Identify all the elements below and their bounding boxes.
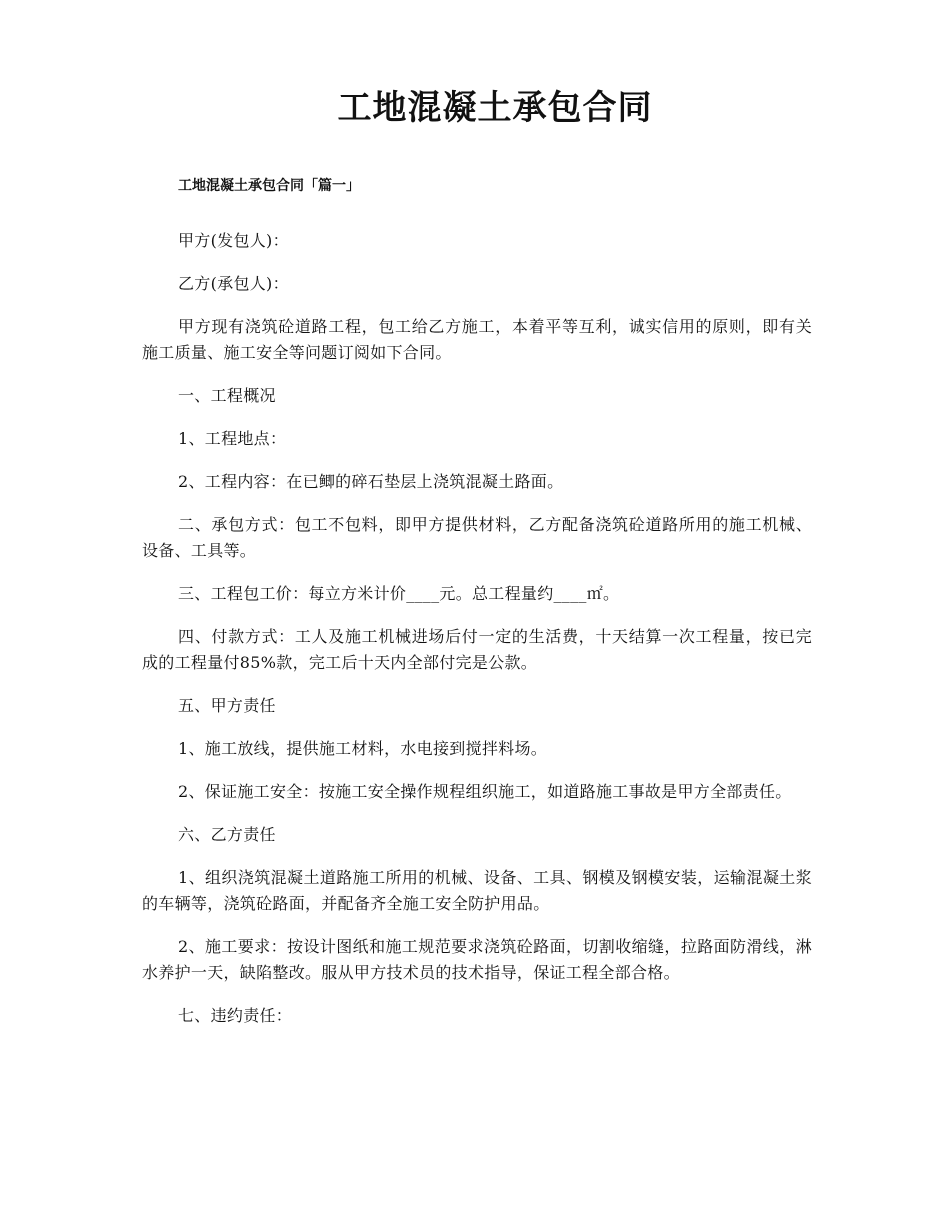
clause-contracting-method: 二、承包方式：包工不包料，即甲方提供材料，乙方配备浇筑砼道路所用的施工机械、设备、工具等。 (142, 515, 812, 560)
clause-item-party-b-duty-1: 1、组织浇筑混凝土道路施工所用的机械、设备、工具、钢模及钢模安装，运输混凝土浆的车辆等，浇筑砼路面，并配备齐全施工安全防护用品。 (142, 868, 812, 913)
clause-item-party-b-duty-2: 2、施工要求：按设计图纸和施工规范要求浇筑砼路面，切割收缩缝，拉路面防滑线，淋水养护一天，缺陷整改。服从甲方技术员的技术指导，保证工程全部合格。 (142, 937, 812, 982)
section-heading: 工地混凝土承包合同「篇一」 (178, 178, 360, 194)
clause-item-party-a-duty-2: 2、保证施工安全：按施工安全操作规程组织施工，如道路施工事故是甲方全部责任。 (178, 782, 792, 801)
clause-payment-method: 四、付款方式：工人及施工机械进场后付一定的生活费，十天结算一次工程量，按已完成的工程量付85%款，完工后十天内全部付完是公款。 (142, 627, 812, 672)
party-a-line: 甲方(发包人)： (178, 231, 289, 250)
clause-heading-project-overview: 一、工程概况 (178, 386, 276, 405)
document-body (142, 228, 812, 1046)
party-b-line: 乙方(承包人)： (178, 274, 289, 293)
preamble-paragraph: 甲方现有浇筑砼道路工程，包工给乙方施工，本着平等互利，诚实信用的原则，即有关施工质量、施工安全等问题订阅如下合同。 (142, 317, 812, 362)
clause-heading-party-a-duties: 五、甲方责任 (178, 696, 276, 715)
document-title: 工地混凝土承包合同 (337, 88, 653, 128)
clause-item-project-content: 2、工程内容：在已鲫的碎石垫层上浇筑混凝土路面。 (178, 472, 564, 491)
clause-item-project-location: 1、工程地点： (178, 429, 287, 448)
clause-item-party-a-duty-1: 1、施工放线，提供施工材料，水电接到搅拌料场。 (178, 739, 548, 758)
clause-heading-liability: 七、违约责任： (178, 1006, 293, 1025)
clause-contract-price: 三、工程包工价：每立方米计价____元。总工程量约____㎡。 (178, 584, 620, 603)
clause-heading-party-b-duties: 六、乙方责任 (178, 825, 276, 844)
